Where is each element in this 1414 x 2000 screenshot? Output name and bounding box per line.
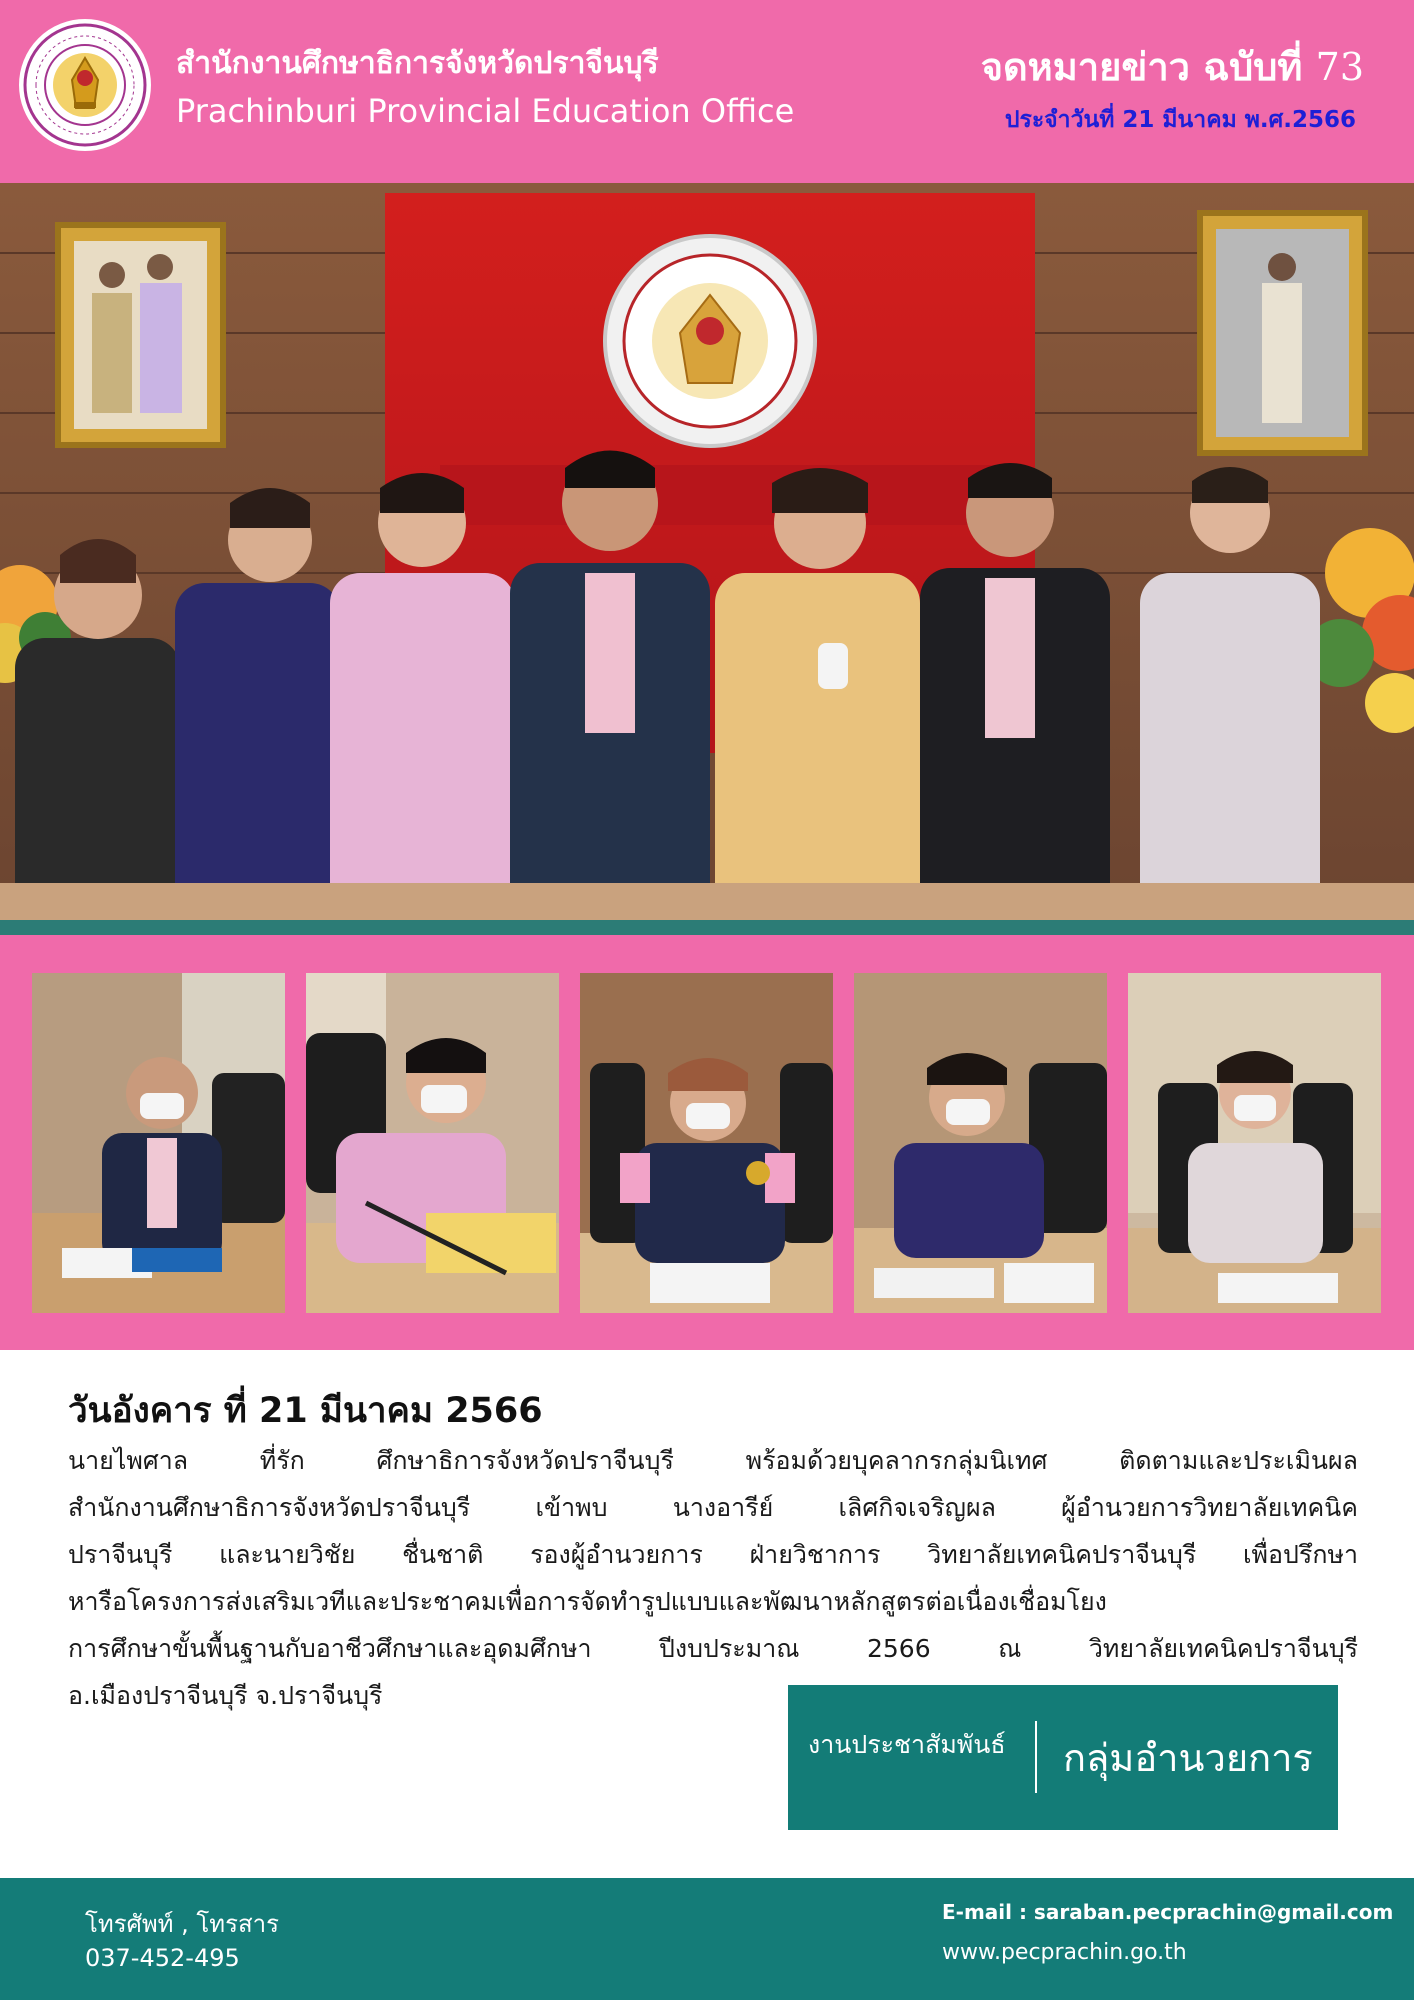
email-address[interactable]: E-mail : saraban.pecprachin@gmail.com <box>942 1900 1394 1924</box>
photo-man-in-dark-suit-icon <box>32 973 285 1313</box>
issue-date: ประจำวันที่ 21 มีนาคม พ.ศ.2566 <box>1004 107 1356 133</box>
article-body <box>68 1437 1358 1719</box>
article-line: อ.เมืองปราจีนบุรี จ.ปราจีนบุรี <box>68 1681 383 1710</box>
photo-woman-in-navy-dress-icon <box>854 973 1107 1313</box>
article-line: สำนักงานศึกษาธิการจังหวัดปราจีนบุรี เข้าพบ นางอารีย์ เลิศกิจเจริญผล ผู้อำนวยการวิทยาลัยเทคนิค <box>68 1493 1358 1522</box>
pr-credit-box <box>788 1685 1338 1830</box>
thumbnail-photo <box>854 973 1107 1313</box>
phone-label: โทรศัพท์ , โทรสาร <box>85 1910 279 1938</box>
photo-woman-in-vest-icon <box>580 973 833 1313</box>
pr-divider <box>1035 1721 1037 1793</box>
thumbnail-photo <box>580 973 833 1313</box>
photo-woman-in-light-jacket-icon <box>1128 973 1381 1313</box>
thumbnail-strip <box>0 935 1414 1350</box>
newsletter-number: 73 <box>1315 45 1364 89</box>
thumbnail-photo <box>306 973 559 1313</box>
article-line: หารือโครงการส่งเสริมเวทีและประชาคมเพื่อการจัดทำรูปแบบและพัฒนาหลักสูตรต่อเนื่องเชื่อมโยง <box>68 1587 1107 1616</box>
page-footer <box>0 1878 1414 2000</box>
thumbnail-photo <box>32 973 285 1313</box>
page-header <box>0 0 1414 183</box>
newsletter-title <box>981 36 1364 97</box>
thumbnail-photo <box>1128 973 1381 1313</box>
article-line: การศึกษาขั้นพื้นฐานกับอาชีวศึกษาและอุดมศึกษา ปีงบประมาณ 2566 ณ วิทยาลัยเทคนิคปราจีนบุรี <box>68 1634 1358 1663</box>
website-link[interactable]: www.pecprachin.go.th <box>942 1940 1187 1965</box>
newsletter-label: จดหมายข่าว ฉบับที่ <box>980 44 1303 89</box>
phone-number: 037-452-495 <box>85 1944 240 1972</box>
provincial-education-office-seal-icon <box>18 18 152 152</box>
article-line: นายไพศาล ที่รัก ศึกษาธิการจังหวัดปราจีนบุรี พร้อมด้วยบุคลากรกลุ่มนิเทศ ติดตามและประเมินผล <box>68 1446 1358 1475</box>
article-line: ปราจีนบุรี และนายวิชัย ชื่นชาติ รองผู้อำนวยการ ฝ่ายวิชาการ วิทยาลัยเทคนิคปราจีนบุรี เพื่อปรึกษา <box>68 1540 1358 1569</box>
pr-label: งานประชาสัมพันธ์ <box>808 1730 1006 1759</box>
hero-photo <box>0 183 1414 935</box>
article-date-heading: วันอังคาร ที่ 21 มีนาคม 2566 <box>68 1391 543 1431</box>
pr-group-label: กลุ่มอำนวยการ <box>1063 1736 1313 1780</box>
group-photo-icon <box>0 183 1414 935</box>
org-name-english: Prachinburi Provincial Education Office <box>176 92 795 130</box>
photo-woman-in-pink-blouse-icon <box>306 973 559 1313</box>
org-name-thai: สำนักงานศึกษาธิการจังหวัดปราจีนบุรี <box>176 46 659 81</box>
